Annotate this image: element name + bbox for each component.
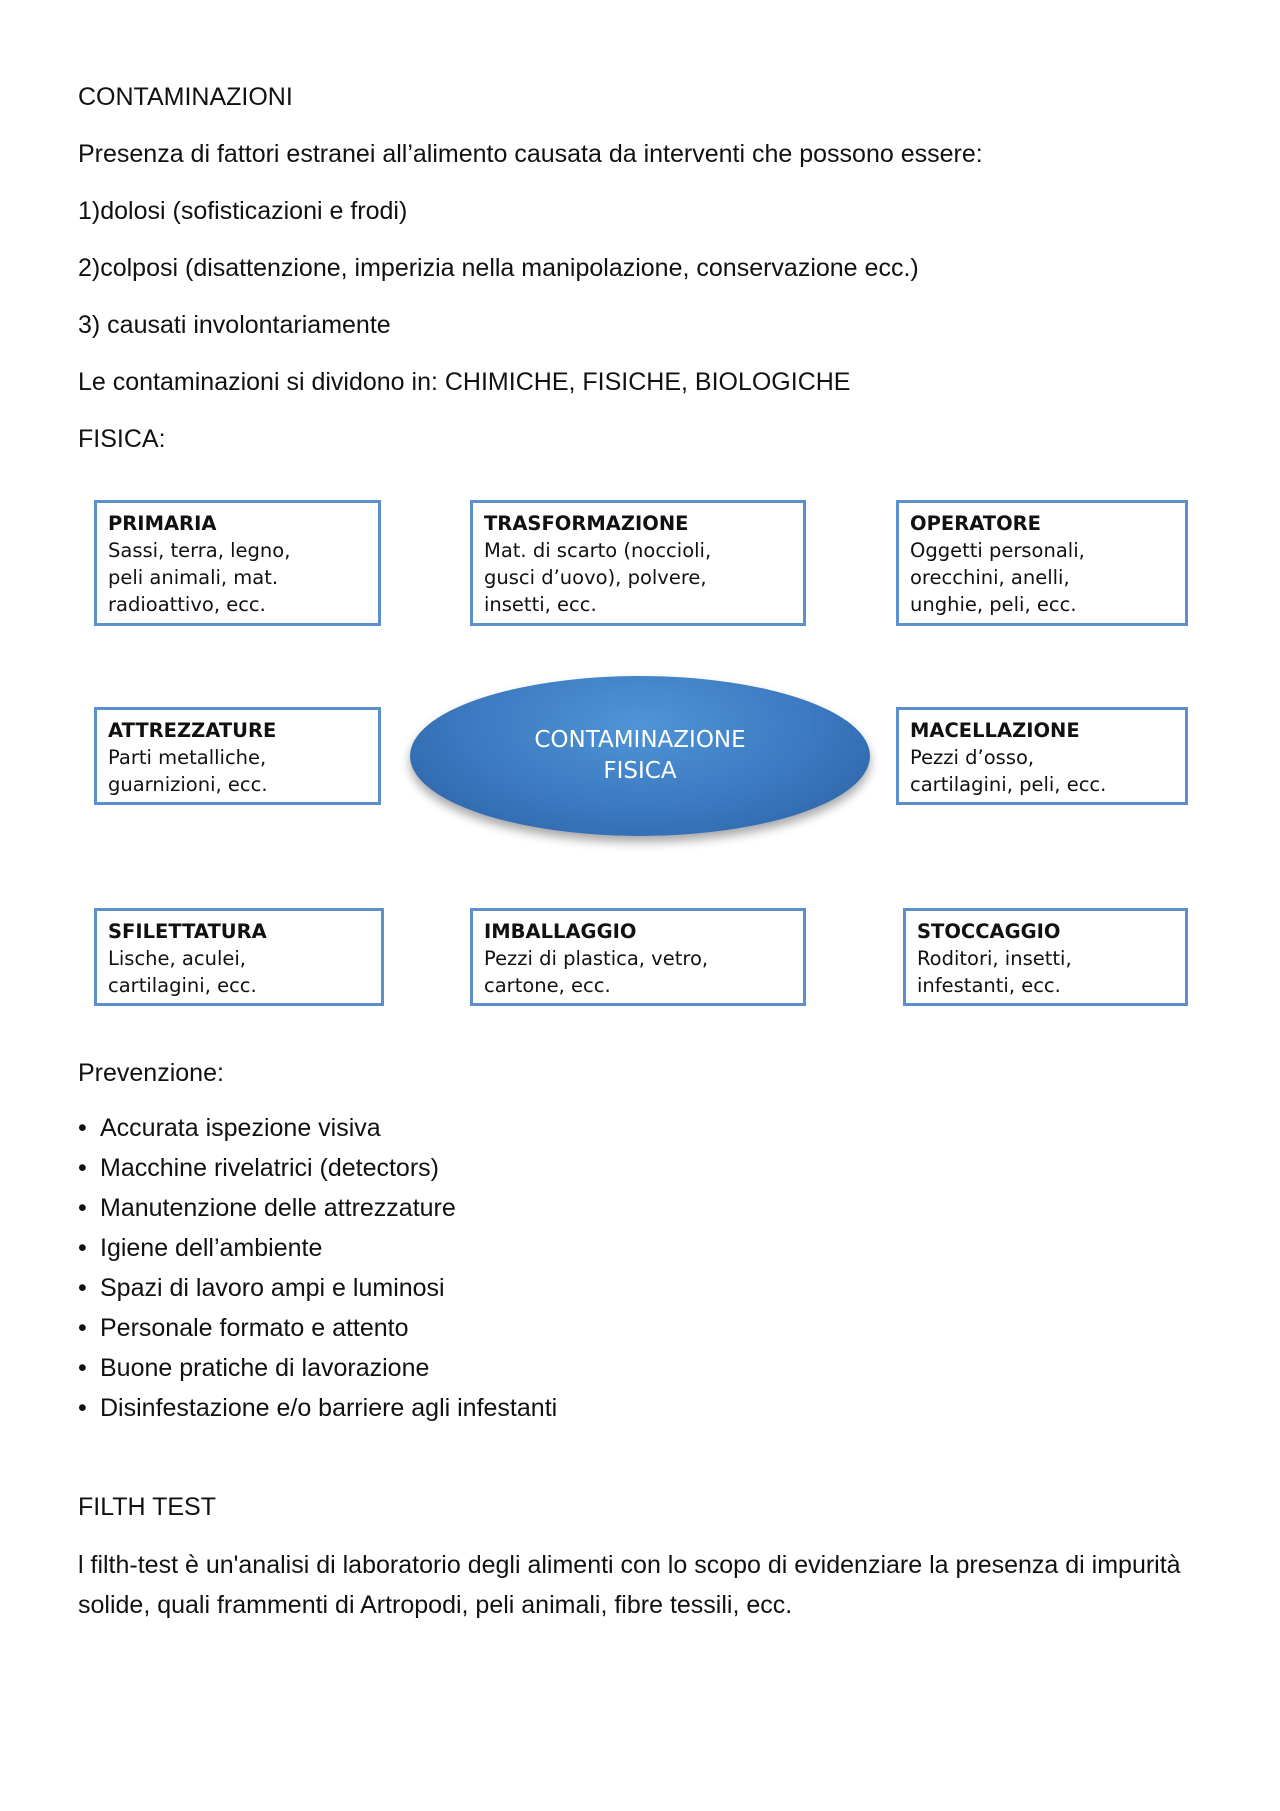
filth-test-paragraph: l filth-test è un'analisi di laboratorio degli alimenti con lo scopo di evidenziare la presenza di impurità solide, quali frammenti di Artropodi, peli animali, fibre tessili, ecc. (78, 1551, 1181, 1619)
box-macellazione-title: MACELLAZIONE (910, 719, 1080, 742)
intro-line-definition: Presenza di fattori estranei all’alimento causata da interventi che possono essere: (78, 140, 983, 168)
list-item: • Personale formato e attento (78, 1308, 557, 1348)
list-item: • Disinfestazione e/o barriere agli infestanti (78, 1388, 557, 1428)
bullet-icon: • (78, 1274, 87, 1302)
box-sfilettatura-title: SFILETTATURA (108, 920, 267, 943)
list-item: • Accurata ispezione visiva (78, 1108, 557, 1148)
list-item: • Macchine rivelatrici (detectors) (78, 1148, 557, 1188)
box-attrezzature (94, 707, 381, 805)
box-imballaggio (470, 908, 806, 1006)
center-ellipse (410, 676, 870, 836)
intro-line-colposi: 2)colposi (disattenzione, imperizia nella manipolazione, conservazione ecc.) (78, 254, 919, 282)
center-ellipse-line-2: FISICA (603, 758, 677, 784)
box-attrezzature-title: ATTREZZATURE (108, 719, 277, 742)
box-trasformazione-title: TRASFORMAZIONE (484, 512, 689, 535)
document-title: CONTAMINAZIONI (78, 83, 293, 111)
list-item: • Spazi di lavoro ampi e luminosi (78, 1268, 557, 1308)
filth-test-heading: FILTH TEST (78, 1493, 216, 1521)
bullet-icon: • (78, 1234, 87, 1262)
bullet-icon: • (78, 1194, 87, 1222)
box-attrezzature-body: Parti metalliche, guarnizioni, ecc. (108, 746, 268, 796)
box-stoccaggio (903, 908, 1188, 1006)
box-primaria-body: Sassi, terra, legno, peli animali, mat. radioattivo, ecc. (108, 539, 291, 616)
box-sfilettatura-body: Lische, aculei, cartilagini, ecc. (108, 947, 257, 997)
bullet-icon: • (78, 1394, 87, 1422)
box-imballaggio-body: Pezzi di plastica, vetro, cartone, ecc. (484, 947, 709, 997)
box-operatore (896, 500, 1188, 626)
box-imballaggio-title: IMBALLAGGIO (484, 920, 637, 943)
box-macellazione (896, 707, 1188, 805)
bullet-icon: • (78, 1114, 87, 1142)
list-item: • Igiene dell’ambiente (78, 1228, 557, 1268)
box-primaria-title: PRIMARIA (108, 512, 217, 535)
box-operatore-body: Oggetti personali, orecchini, anelli, unghie, peli, ecc. (910, 539, 1085, 616)
center-ellipse-line-1: CONTAMINAZIONE (534, 727, 746, 753)
box-sfilettatura (94, 908, 384, 1006)
box-trasformazione-body: Mat. di scarto (noccioli, gusci d’uovo), polvere, insetti, ecc. (484, 539, 712, 616)
list-item: • Manutenzione delle attrezzature (78, 1188, 557, 1228)
box-macellazione-body: Pezzi d’osso, cartilagini, peli, ecc. (910, 746, 1107, 796)
intro-line-involontari: 3) causati involontariamente (78, 311, 391, 339)
intro-line-categories: Le contaminazioni si dividono in: CHIMICHE, FISICHE, BIOLOGICHE (78, 368, 851, 396)
box-operatore-title: OPERATORE (910, 512, 1041, 535)
box-primaria (94, 500, 381, 626)
box-stoccaggio-body: Roditori, insetti, infestanti, ecc. (917, 947, 1072, 997)
list-item: • Buone pratiche di lavorazione (78, 1348, 557, 1388)
prevention-heading: Prevenzione: (78, 1059, 224, 1087)
bullet-icon: • (78, 1354, 87, 1382)
prevention-list (78, 1108, 557, 1428)
section-label-fisica: FISICA: (78, 425, 166, 453)
bullet-icon: • (78, 1154, 87, 1182)
box-stoccaggio-title: STOCCAGGIO (917, 920, 1061, 943)
intro-line-dolosi: 1)dolosi (sofisticazioni e frodi) (78, 197, 408, 225)
bullet-icon: • (78, 1314, 87, 1342)
box-trasformazione (470, 500, 806, 626)
